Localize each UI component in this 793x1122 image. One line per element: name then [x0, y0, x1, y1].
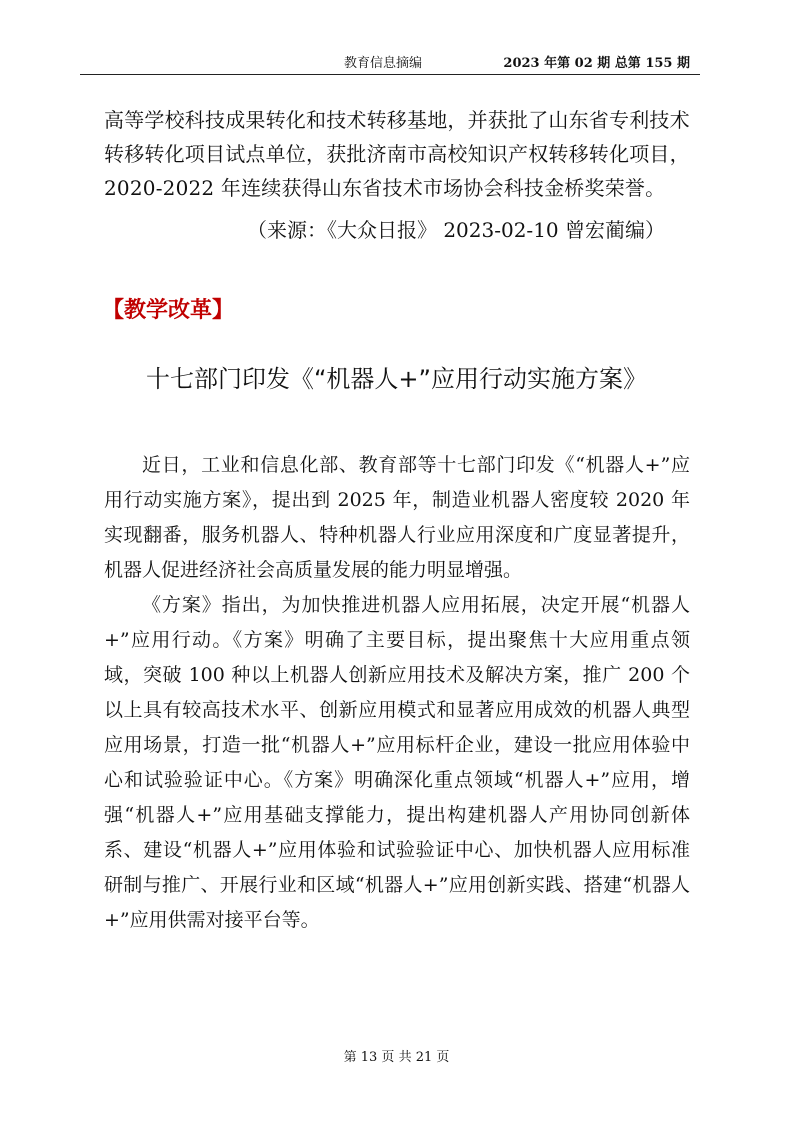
article-title: 十七部门印发《“机器人+”应用行动实施方案》 [146, 365, 647, 393]
source-citation: （来源：《大众日报》 2023-02-10 曾宏蔺编） [246, 218, 665, 242]
page-number: 第 13 页 共 21 页 [343, 1050, 450, 1065]
article-paragraph: 近日，工业和信息化部、教育部等十七部门印发《“机器人+”应用行动实施方案》，提出到 2025 年，制造业机器人密度较 2020 年实现翻番，服务机器人、特种机器人行业应用深度和广度显著提升，机器人促进经济社会高质量发展的能力明显增强。 [104, 454, 690, 581]
issue-number: 2023 年第 02 期 总第 155 期 [503, 56, 690, 71]
previous-article-text: 高等学校科技成果转化和技术转移基地，并获批了山东省专利技术转移转化项目试点单位，获批济南市高校知识产权转移转化项目，2020-2022 年连续获得山东省技术市场协会科技金桥奖荣誉。 [104, 108, 690, 200]
section-tag: 【教学改革】 [102, 298, 235, 323]
article-body [104, 448, 690, 938]
journal-name: 教育信息摘编 [344, 56, 423, 71]
article-paragraph: 《方案》指出，为加快推进机器人应用拓展，决定开展“机器人+”应用行动。《方案》明确了主要目标，提出聚焦十大应用重点领域，突破 100 种以上机器人创新应用技术及解决方案，推广 200 个以上具有较高技术水平、创新应用模式和显著应用成效的机器人典型应用场景，打造一批“机器人+”应用标杆企业，建设一批应用体验中心和试验验证中心。《方案》明确深化重点领域“机器人+”应用，增强“机器人+”应用基础支撑能力，提出构建机器人产用协同创新体系、建设“机器人+”应用体验和试验验证中心、加快机器人应用标准研制与推广、开展行业和区域“机器人+”应用创新实践、搭建“机器人+”应用供需对接平台等。 [104, 594, 690, 931]
page-header [80, 50, 700, 75]
